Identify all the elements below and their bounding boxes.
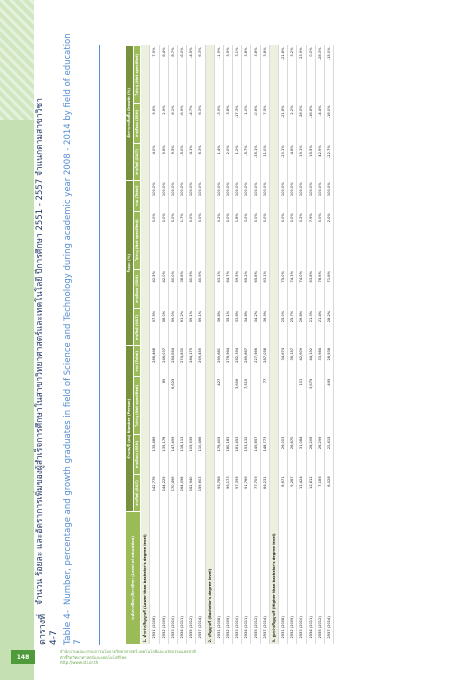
table-cell: 101 (297, 377, 306, 435)
page-number: 148 (11, 650, 35, 664)
table-row (279, 46, 288, 645)
table-cell: 63.1% (260, 269, 269, 309)
table-cell: 269,459 (196, 346, 205, 377)
table-cell: 6.4% (159, 46, 168, 104)
table-cell: 4.0% (150, 143, 159, 180)
table-cell: 31,084 (297, 435, 306, 475)
table-row (288, 46, 297, 645)
table-cell: 9.6% (150, 103, 159, 143)
graduates-table (125, 45, 334, 645)
table-cell: 8.7% (168, 46, 177, 104)
table-cell: 34,674 (279, 346, 288, 377)
table-cell: 100.0% (315, 180, 324, 211)
table-cell: 100.0% (150, 180, 159, 211)
table-cell: 21.4% (315, 309, 324, 346)
table-cell: 26,299 (315, 435, 324, 475)
footer-org: สำนักงานคณะกรรมการนโยบายวิทยาศาสตร์ เทคโนโลยีและนวัตกรรมแห่งชาติ (60, 649, 196, 654)
header-pct-soc: สายสังคม (SSH) (133, 269, 141, 309)
title-thai (35, 25, 59, 645)
table-row (297, 46, 306, 645)
header-gr-sci: สายวิทย์ (S&T) (133, 143, 141, 180)
table-cell: 269,681 (214, 346, 223, 377)
table-cell: 97,395 (233, 474, 242, 511)
row-year: 2553 (2010) (168, 512, 177, 645)
table-cell: 7.9% (306, 211, 315, 269)
table-cell: -16.6% (306, 103, 315, 143)
table-cell: 40.9% (196, 269, 205, 309)
title-divider (99, 45, 100, 645)
table-cell: 25.7% (288, 309, 297, 346)
table-cell: 276,964 (223, 346, 232, 377)
table-cell: 3.8% (242, 46, 251, 104)
header-unspec: ไม่ระบุ (Not specified) (133, 377, 141, 435)
table-cell: 74.0% (297, 269, 306, 309)
table-cell: 28,206 (306, 435, 315, 475)
header-gr-unspec: ไม่ระบุ (Not specified) (133, 46, 141, 104)
table-cell: 3.2% (288, 46, 297, 104)
table-cell: 148,773 (260, 435, 269, 475)
table-cell: 63.8% (306, 269, 315, 309)
table-cell: 91,766 (242, 474, 251, 511)
table-cell: 7.5% (260, 103, 269, 143)
table-cell: 42.0% (159, 269, 168, 309)
table-cell: 100.0% (242, 180, 251, 211)
table-cell: 100.0% (196, 180, 205, 211)
row-year: 2551 (2008) (214, 512, 223, 645)
table-cell: 2.9% (159, 103, 168, 143)
table-row (196, 46, 205, 645)
table-cell: 1.8% (233, 211, 242, 269)
section-row (269, 46, 278, 645)
table-cell: 100.0% (159, 180, 168, 211)
table-cell: 12,812 (306, 474, 315, 511)
footer-url[interactable]: http://www.sti.or.th (60, 660, 99, 665)
table-cell: 100.0% (306, 180, 315, 211)
table-cell: 3.0% (242, 211, 251, 269)
table-cell: 36.9% (260, 309, 269, 346)
table-cell: 289,867 (242, 346, 251, 377)
table-cell: 23.9% (297, 46, 306, 104)
section-title: 3. สูงกว่าปริญญาตรี (Higher than bachelor's degree level) (269, 46, 278, 645)
table-cell: 8.1% (168, 103, 177, 143)
table-cell: 100.0% (251, 180, 260, 211)
table-cell: 0.2% (214, 211, 223, 269)
table-cell: 40.9% (187, 269, 196, 309)
table-cell: 1.0% (242, 103, 251, 143)
table-cell: -4.5% (187, 46, 196, 104)
table-cell: -4.4% (315, 103, 324, 143)
row-year: 2555 (2012) (187, 512, 196, 645)
table-cell: 75.0% (279, 269, 288, 309)
header-number-group: จำนวน/ปี (คน) Number (Person) (126, 346, 134, 512)
table-cell: 15.5% (306, 143, 315, 180)
table-cell: 9.6% (159, 143, 168, 180)
table-cell: 28.2% (324, 309, 333, 346)
table-cell: 0.0% (315, 211, 324, 269)
table-cell: -5.7% (242, 143, 251, 180)
table-cell: 7,185 (315, 474, 324, 511)
table-cell: 176,405 (214, 435, 223, 475)
table-cell: 3,675 (306, 377, 315, 435)
table-cell: 57.5% (150, 309, 159, 346)
table-title-th: จำนวน ร้อยละ และอัตราการเพิ่มของผู้สำเร็จการศึกษาในสาขาวิทยาศาสตร์และเทคโนโลยี ปีการศึกษา 2551 - 2557 จำแนกตามสาขาวิชา (35, 98, 45, 605)
row-year: 2557 (2014) (260, 512, 269, 645)
header-growth-group: อัตราการเพิ่มขึ้น Growth (%) (126, 46, 134, 181)
table-cell: 25.0% (279, 309, 288, 346)
table-cell: 6.3% (196, 103, 205, 143)
footer-publication: ตัวชี้วัดวิทยาศาสตร์และเทคโนโลยีไทย (60, 654, 127, 660)
table-cell: 1.7% (177, 211, 186, 269)
table-cell: 0.0% (196, 211, 205, 269)
table-cell: -28.3% (315, 46, 324, 104)
header-level: ระดับการศึกษา/ปีการศึกษา (Level of education) (126, 512, 141, 645)
table-cell (315, 377, 324, 435)
table-cell: 42.9% (315, 143, 324, 180)
table-cell: 33.8% (233, 309, 242, 346)
table-cell: 170,496 (168, 474, 177, 511)
table-cell: 21.3% (306, 309, 315, 346)
table-cell: 162,940 (187, 474, 196, 511)
table-cell: 63.1% (214, 269, 223, 309)
table-row (251, 46, 260, 645)
row-year: 2552 (2009) (159, 512, 168, 645)
table-cell: 159,603 (196, 474, 205, 511)
table-cell: 100.0% (187, 180, 196, 211)
table-cell: 33,984 (315, 346, 324, 377)
table-cell (150, 377, 159, 435)
table-cell: 147,499 (168, 435, 177, 475)
footer (60, 649, 320, 666)
table-cell: 65.2% (242, 269, 251, 309)
table-cell: 8,028 (324, 474, 333, 511)
table-cell: -35.1% (251, 143, 260, 180)
table-cell: 164,098 (177, 474, 186, 511)
table-row (177, 46, 186, 645)
table-cell: -21.8% (279, 46, 288, 104)
header-gr-soc: สายสังคม (SSH) (133, 103, 141, 143)
table-cell: 100.0% (168, 180, 177, 211)
side-pattern (0, 0, 34, 120)
table-cell: 44,192 (306, 346, 315, 377)
table-cell: 3.1% (233, 46, 242, 104)
table-cell: 95,788 (214, 474, 223, 511)
table-row (324, 46, 333, 645)
table-cell: 22,415 (324, 435, 333, 475)
table-cell: 284,654 (168, 346, 177, 377)
table-cell: -16.0% (324, 103, 333, 143)
table-cell: 35.1% (223, 309, 232, 346)
table-cell: 28,938 (324, 346, 333, 377)
table-cell: 36.8% (214, 309, 223, 346)
row-year: 2551 (2008) (150, 512, 159, 645)
table-row (315, 46, 324, 645)
table-cell: 142,776 (150, 474, 159, 511)
table-cell: 26,870 (288, 435, 297, 475)
header-sci: สายวิทย์ (S&T) (133, 474, 141, 511)
row-year: 2554 (2011) (306, 512, 315, 645)
table-cell (196, 377, 205, 435)
row-year: 2557 (2014) (196, 512, 205, 645)
table-cell: 105,939 (187, 435, 196, 475)
table-cell: 19.1% (297, 143, 306, 180)
table-cell: 26,003 (279, 435, 288, 475)
table-cell (177, 377, 186, 435)
table-cell: 100.0% (260, 180, 269, 211)
header-percent-group: ร้อยละ (%) (126, 180, 134, 346)
table-cell: -5.0% (177, 143, 186, 180)
table-cell: 193,132 (242, 435, 251, 475)
table-cell: 78.6% (315, 269, 324, 309)
table-cell: 89 (159, 377, 168, 435)
table-cell: 0.2% (297, 211, 306, 269)
table-cell: 0.0% (288, 211, 297, 269)
rotated-table-page (35, 25, 445, 645)
table-cell: 8,671 (279, 474, 288, 511)
table-cell: 65.8% (251, 269, 260, 309)
table-cell: 59.5% (233, 269, 242, 309)
table-cell: 1.2% (233, 143, 242, 180)
table-cell (187, 377, 196, 435)
table-cell: 3.8% (251, 46, 260, 104)
table-cell: 100.0% (324, 180, 333, 211)
table-cell: 11,424 (297, 474, 306, 511)
table-cell: 26.8% (297, 309, 306, 346)
table-row (187, 46, 196, 645)
table-cell: 100.0% (214, 180, 223, 211)
row-year: 2553 (2010) (233, 512, 242, 645)
table-cell: 0.0% (260, 211, 269, 269)
table-cell: -21.6% (279, 103, 288, 143)
table-cell: 11.0% (260, 143, 269, 180)
row-year: 2554 (2011) (242, 512, 251, 645)
table-cell: 0.0% (223, 211, 232, 269)
table-row (214, 46, 223, 645)
table-cell: 3,606 (233, 377, 242, 435)
table-label-th: ตารางที่ 4-7 (38, 613, 59, 645)
table-cell: 495 (324, 377, 333, 435)
table-cell: 4.1% (187, 143, 196, 180)
table-cell: 6,625 (168, 377, 177, 435)
table-row (168, 46, 177, 645)
table-cell: 0.0% (150, 211, 159, 269)
table-cell: 7.9% (150, 46, 159, 104)
table-cell: 61.2% (177, 309, 186, 346)
table-header (126, 46, 141, 645)
table-cell: 110,466 (196, 435, 205, 475)
table-cell: 59.1% (196, 309, 205, 346)
table-cell: 40.0% (168, 269, 177, 309)
header-pct-total: รวม (Total) (133, 180, 141, 211)
header-pct-unspec: ไม่ระบุ (Not specified) (133, 211, 141, 269)
row-year: 2555 (2012) (315, 512, 324, 645)
table-cell: -4.7% (187, 103, 196, 143)
row-year: 2555 (2012) (251, 512, 260, 645)
table-row (242, 46, 251, 645)
table-cell: 288,468 (150, 346, 159, 377)
table-row (233, 46, 242, 645)
table-cell: 4.6% (288, 143, 297, 180)
table-cell: 3.5% (223, 46, 232, 104)
table-label-en: Table 4-7 (63, 609, 83, 645)
table-cell: 135,489 (150, 435, 159, 475)
table-cell: 0.0% (187, 211, 196, 269)
table-cell (251, 377, 260, 435)
table-cell: 427 (214, 377, 223, 435)
row-year: 2552 (2009) (288, 512, 297, 645)
table-cell: 2.0% (324, 211, 333, 269)
table-body (141, 46, 334, 645)
table-cell: 274,830 (177, 346, 186, 377)
table-cell: 282,394 (233, 346, 242, 377)
table-cell: 246,037 (159, 346, 168, 377)
table-cell: 100.0% (223, 180, 232, 211)
table-cell (223, 377, 232, 435)
table-cell (288, 377, 297, 435)
table-cell: 2.2% (288, 103, 297, 143)
table-cell: 284,179 (187, 346, 196, 377)
table-cell: 6.3% (196, 46, 205, 104)
section-title: 1. ต่ำกว่าปริญญาตรี (Lower than bachelor's degree level) (141, 46, 150, 645)
table-cell: 42,609 (297, 346, 306, 377)
table-cell: 180,183 (223, 435, 232, 475)
table-cell: 28.0% (297, 103, 306, 143)
table-cell: 96,173 (223, 474, 232, 511)
table-row (159, 46, 168, 645)
table-cell: 0.0% (279, 211, 288, 269)
table-cell: 149,857 (251, 435, 260, 475)
header-total: รวม (Total) (133, 346, 141, 377)
row-year: 2557 (2014) (324, 512, 333, 645)
table-cell: 100.0% (288, 180, 297, 211)
title-english (63, 25, 83, 645)
table-cell: 9,287 (288, 474, 297, 511)
table-titles (35, 25, 105, 645)
table-cell: 38.8% (177, 269, 186, 309)
table-cell: 77 (260, 377, 269, 435)
table-cell: 6.3% (196, 143, 205, 180)
table-cell: -6.9% (177, 103, 186, 143)
section-row (205, 46, 214, 645)
table-cell: 9.5% (168, 143, 177, 180)
table-cell: 3.8% (223, 103, 232, 143)
row-year: 2553 (2010) (297, 512, 306, 645)
table-cell: 77,709 (251, 474, 260, 511)
table-row (306, 46, 315, 645)
table-cell: -15.0% (324, 46, 333, 104)
table-cell: 36,157 (288, 346, 297, 377)
table-cell: 64.7% (223, 269, 232, 309)
table-cell: 2.0% (223, 143, 232, 180)
table-cell: -22.7% (324, 143, 333, 180)
row-year: 2551 (2008) (279, 512, 288, 645)
table-cell: 59.0% (168, 309, 177, 346)
table-cell: 0.0% (168, 211, 177, 269)
table-cell: -0.6% (251, 103, 260, 143)
header-pct-sci: สายวิทย์ (S&T) (133, 309, 141, 346)
table-cell: -17.3% (233, 103, 242, 143)
table-cell: 59.1% (187, 309, 196, 346)
table-cell: 227,566 (251, 346, 260, 377)
header-soc: สายสังคม (SSH) (133, 435, 141, 475)
table-cell: -6.0% (177, 46, 186, 104)
table-cell: 71.8% (324, 269, 333, 309)
table-cell: 74.3% (288, 269, 297, 309)
table-row (150, 46, 159, 645)
table-cell: 100.0% (297, 180, 306, 211)
table-cell: 135,178 (159, 435, 168, 475)
table-cell: 34.8% (242, 309, 251, 346)
section-row (141, 46, 150, 645)
table-cell: 287,058 (260, 346, 269, 377)
table-cell: 58.0% (159, 309, 168, 346)
table-cell: -1.9% (214, 46, 223, 104)
table-cell: 100.0% (177, 180, 186, 211)
table-cell: 84,231 (260, 474, 269, 511)
table-cell: 34.2% (251, 309, 260, 346)
table-cell: 0.0% (251, 211, 260, 269)
table-row (260, 46, 269, 645)
table-cell: -20.1% (279, 143, 288, 180)
side-decoration-bar (0, 0, 34, 680)
table-cell: 7,519 (242, 377, 251, 435)
table-cell (279, 377, 288, 435)
table-cell: 144,229 (159, 474, 168, 511)
section-title: 2. ปริญญาตรี (Bachelor's degree level) (205, 46, 214, 645)
row-year: 2552 (2009) (223, 512, 232, 645)
row-year: 2554 (2011) (177, 512, 186, 645)
table-row (223, 46, 232, 645)
table-cell: 100.0% (233, 180, 242, 211)
table-cell: 118,113 (177, 435, 186, 475)
table-title-en: Number, percentage and growth graduates in field of Science and Technology during academic year 2008 - 2014 by field of education (63, 33, 73, 605)
table-cell: 100.0% (279, 180, 288, 211)
table-cell: 181,453 (233, 435, 242, 475)
table-cell: 1.4% (214, 143, 223, 180)
table-cell: -3.9% (214, 103, 223, 143)
table-cell: 3.8% (260, 46, 269, 104)
table-cell: 0.0% (159, 211, 168, 269)
table-cell: 0.0% (306, 46, 315, 104)
table-cell: 42.5% (150, 269, 159, 309)
